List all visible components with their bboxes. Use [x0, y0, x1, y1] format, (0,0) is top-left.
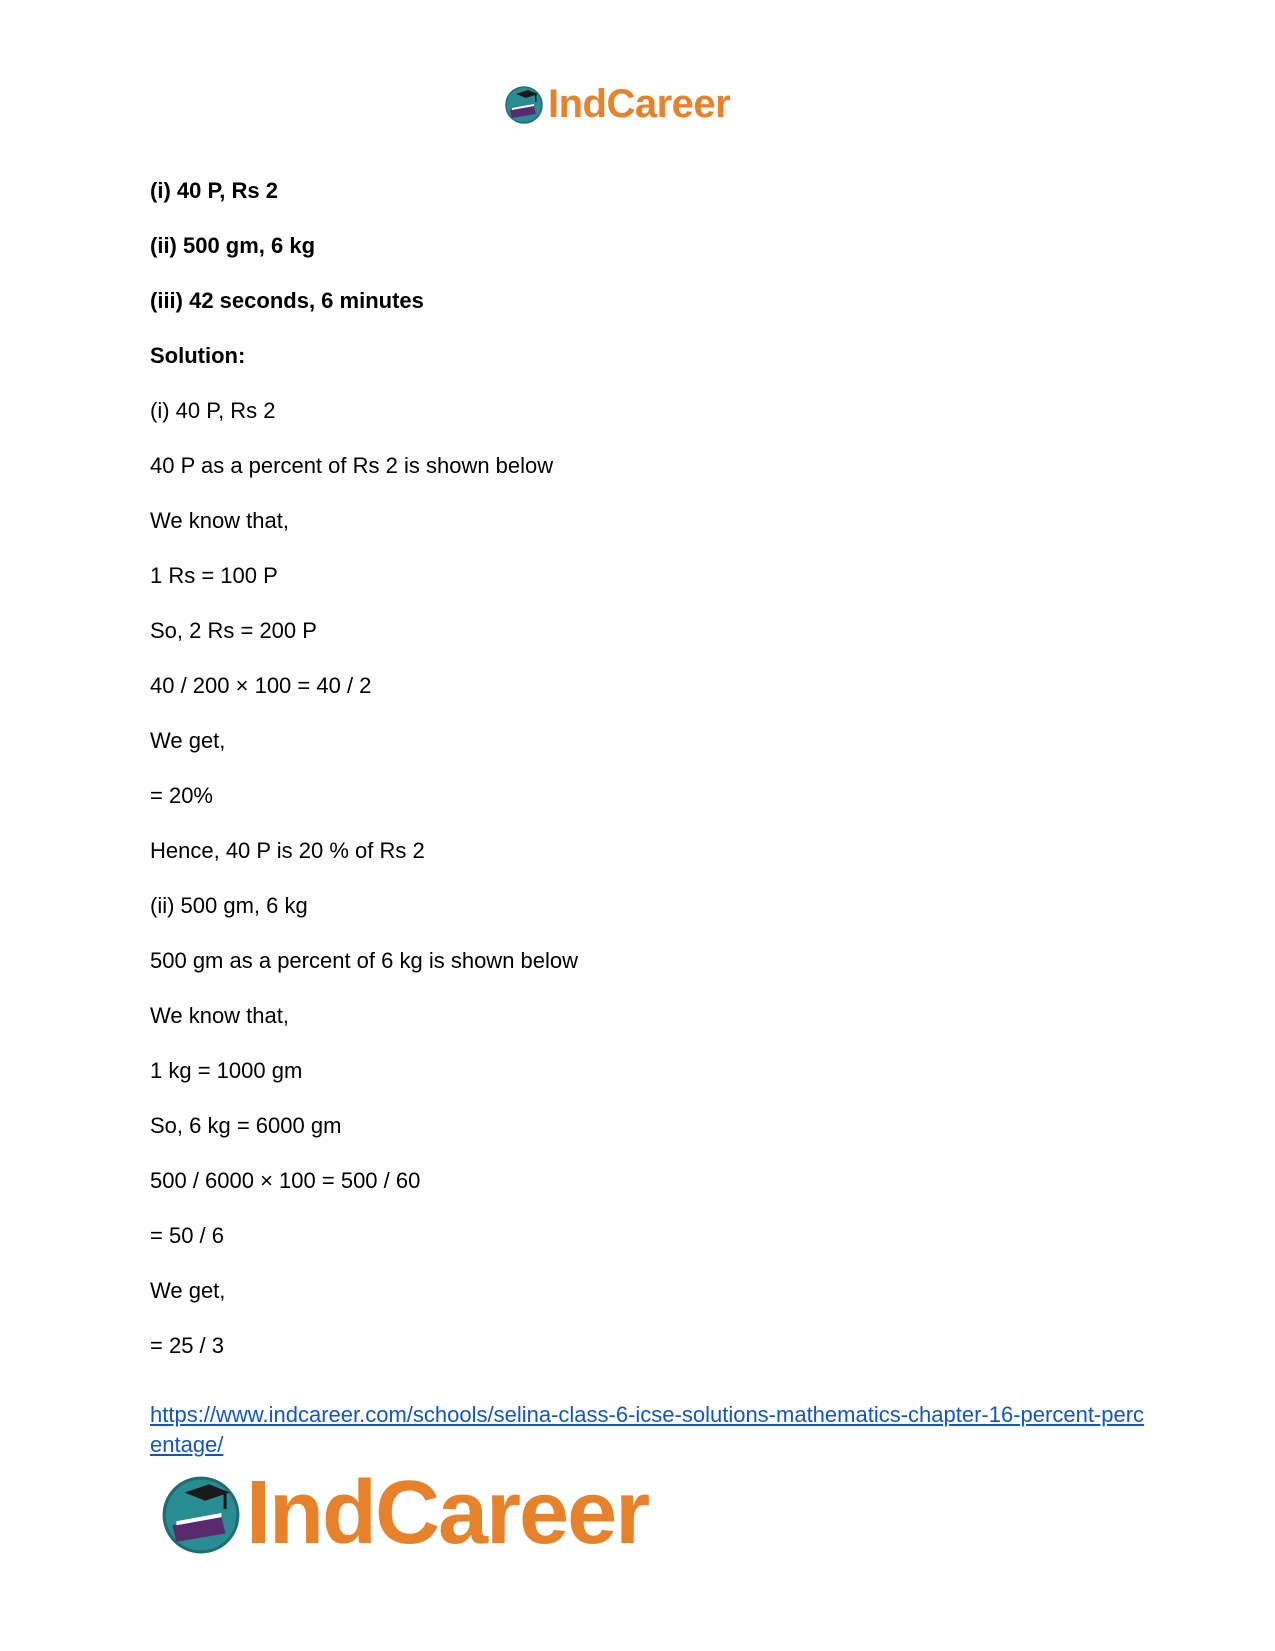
solution-line: 1 kg = 1000 gm	[150, 1058, 303, 1083]
solution-line: = 50 / 6	[150, 1223, 225, 1248]
solution-line: We know that,	[150, 508, 289, 533]
solution-line: We know that,	[150, 1003, 289, 1028]
document-body	[150, 178, 1150, 1388]
solution-line: So, 2 Rs = 200 P	[150, 618, 317, 643]
solution-line: (i) 40 P, Rs 2	[150, 398, 276, 423]
solution-line: (ii) 500 gm, 6 kg	[150, 893, 308, 918]
problem-part-1: (i) 40 P, Rs 2	[150, 178, 278, 203]
solution-line: = 25 / 3	[150, 1333, 225, 1358]
solution-line: 500 gm as a percent of 6 kg is shown below	[150, 948, 579, 973]
solution-line: 40 / 200 × 100 = 40 / 2	[150, 673, 372, 698]
solution-line: We get,	[150, 728, 226, 753]
solution-heading: Solution:	[150, 343, 246, 368]
solution-line: We get,	[150, 1278, 226, 1303]
solution-line: 40 P as a percent of Rs 2 is shown below	[150, 453, 554, 478]
indcareer-globe-icon	[504, 84, 544, 124]
source-url-link[interactable]: https://www.indcareer.com/schools/selina-class-6-icse-solutions-mathematics-chapter-16-percent-percentage/	[150, 1402, 1145, 1457]
header-logo	[504, 80, 730, 128]
header-logo-text: IndCareer	[548, 82, 731, 126]
footer-logo-text: IndCareer	[246, 1463, 649, 1563]
solution-line: So, 6 kg = 6000 gm	[150, 1113, 342, 1138]
solution-line: 1 Rs = 100 P	[150, 563, 278, 588]
solution-line: Hence, 40 P is 20 % of Rs 2	[150, 838, 425, 863]
solution-line: = 20%	[150, 783, 213, 808]
problem-part-2: (ii) 500 gm, 6 kg	[150, 233, 316, 258]
solution-line: 500 / 6000 × 100 = 500 / 60	[150, 1168, 421, 1193]
footer-logo	[160, 1463, 649, 1563]
indcareer-globe-icon	[160, 1472, 242, 1554]
problem-part-3: (iii) 42 seconds, 6 minutes	[150, 288, 424, 313]
